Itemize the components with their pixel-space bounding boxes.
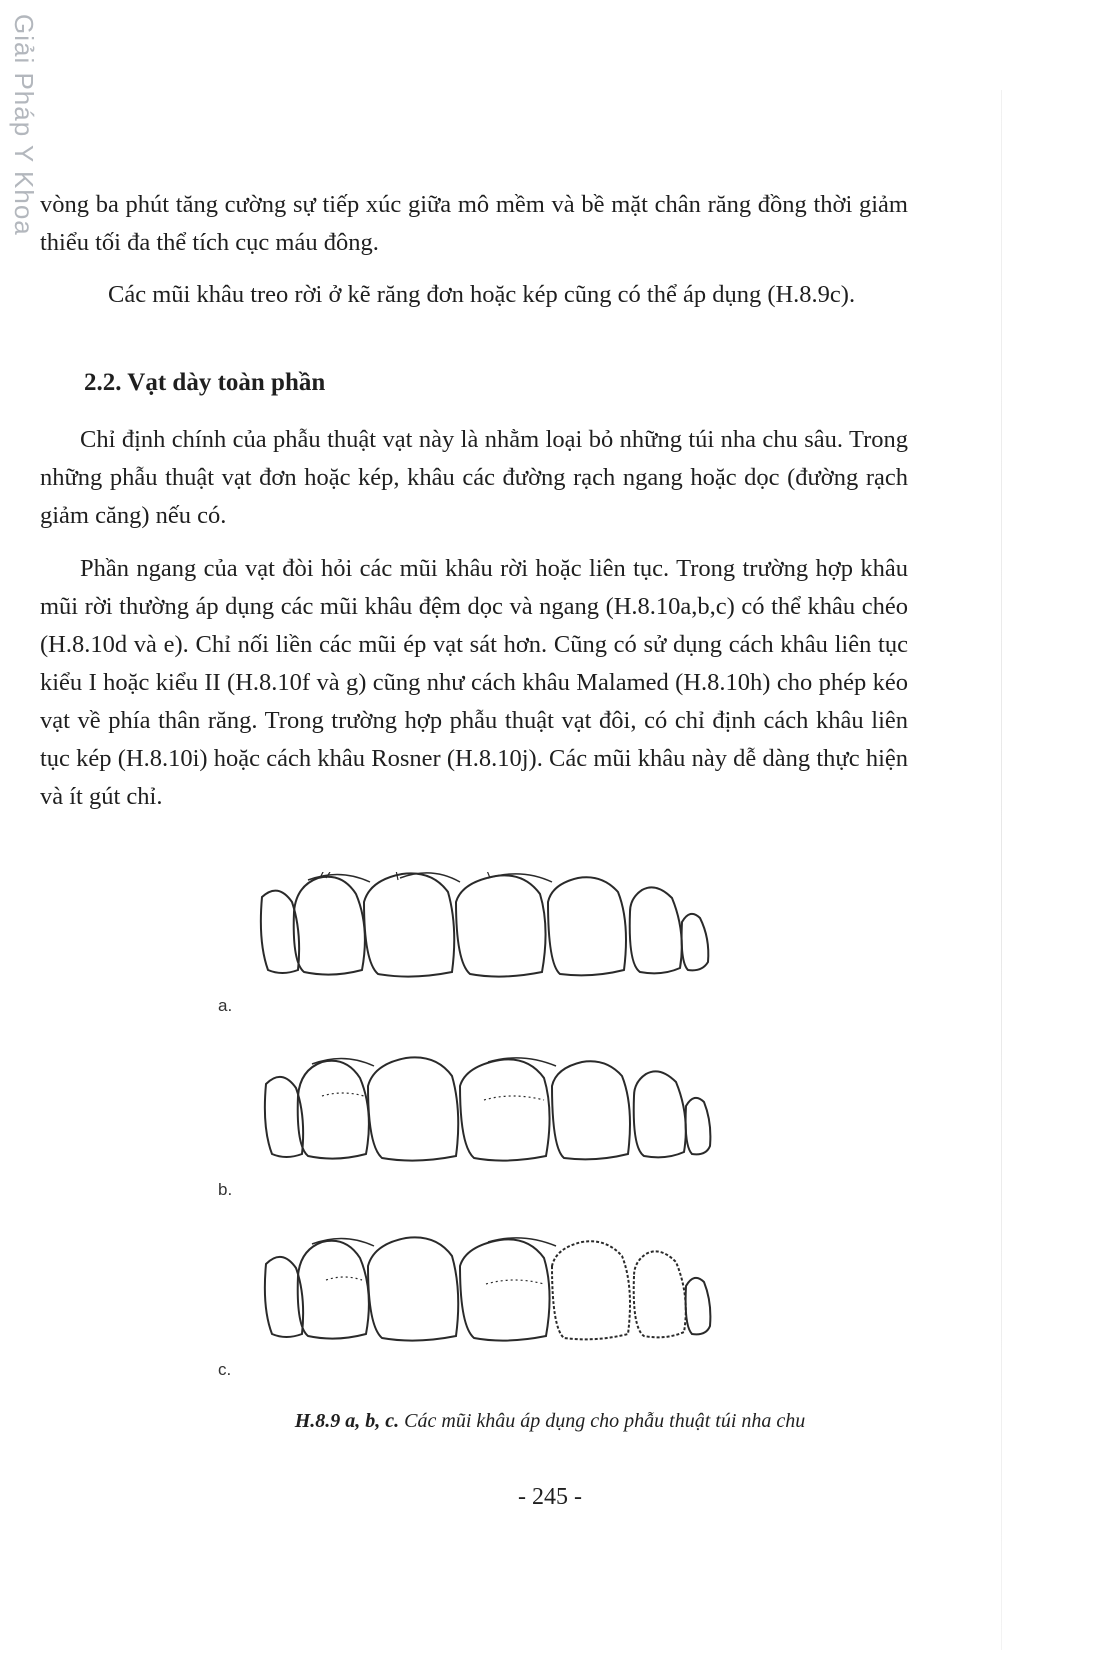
tooth-7 [686, 1098, 711, 1155]
tooth-3 [368, 1237, 458, 1340]
paragraph-3 [40, 421, 908, 535]
tooth-5 [552, 1061, 630, 1159]
paragraph-4-text: Phần ngang của vạt đòi hỏi các mũi khâu rời hoặc liên tục. Trong trường hợp khâu mũi rời thường áp dụng các mũi khâu đệm dọc và ngang (H.8.10a,b,c) có thể khâu chéo (H.8.10d và e). Chỉ nối liền các mũi ép vạt sát hơn. Cũng có sử dụng cách khâu liên tục kiểu I hoặc kiểu II (H.8.10f và g) cũng như cách khâu Malamed (H.8.10h) cho phép kéo vạt về phía thân răng. Trong trường hợp phẫu thuật vạt đôi, có chỉ định cách khâu liên tục kép (H.8.10i) hoặc cách khâu Rosner (H.8.10j). Các mũi khâu này dễ dàng thực hiện và ít gút chỉ. [40, 555, 908, 810]
tooth-7 [682, 914, 709, 971]
figure-a-label: a. [218, 996, 233, 1015]
paragraph-1 [40, 186, 908, 262]
watermark: Giải Pháp Y Khoa [9, 14, 39, 236]
tooth-3 [364, 873, 454, 976]
figure-c-label: c. [218, 1360, 232, 1379]
tooth-6 [634, 1251, 686, 1337]
tooth-6 [630, 887, 682, 973]
page-number: - 245 - [518, 1484, 582, 1510]
tooth-2 [294, 877, 365, 975]
figure-b [218, 1056, 738, 1206]
tooth-2 [298, 1241, 369, 1339]
figure-c [218, 1236, 738, 1386]
tooth-7 [686, 1278, 711, 1335]
caption-text: Các mũi khâu áp dụng cho phẫu thuật túi nha chu [399, 1410, 806, 1432]
paragraph-2-text: Các mũi khâu treo rời ở kẽ răng đơn hoặc kép cũng có thể áp dụng (H.8.9c). [108, 281, 856, 308]
tooth-4 [460, 1059, 550, 1160]
tooth-5 [552, 1241, 630, 1339]
paragraph-1-text: vòng ba phút tăng cường sự tiếp xúc giữa mô mềm và bề mặt chân răng đồng thời giảm thiểu tối đa thể tích cục máu đông. [40, 191, 908, 256]
tooth-2 [298, 1061, 369, 1159]
figure-caption [0, 1410, 1100, 1433]
tooth-6 [634, 1071, 686, 1157]
paragraph-2 [40, 276, 908, 314]
section-heading: 2.2. Vạt dày toàn phần [84, 369, 326, 396]
tooth-4 [456, 875, 546, 976]
caption-ref: H.8.9 a, b, c. [294, 1410, 400, 1432]
teeth-illustration-b [252, 1056, 712, 1166]
teeth-illustration-a [252, 872, 712, 982]
teeth-illustration-c [252, 1236, 712, 1346]
tooth-4 [460, 1239, 550, 1340]
tooth-5 [548, 877, 626, 975]
tooth-3 [368, 1057, 458, 1160]
figure-a [218, 872, 738, 1022]
figure-b-label: b. [218, 1180, 233, 1199]
paragraph-3-text: Chỉ định chính của phẫu thuật vạt này là nhằm loại bỏ những túi nha chu sâu. Trong những phẫu thuật vạt đơn hoặc kép, khâu các đường rạch ngang hoặc dọc (đường rạch giảm căng) nếu có. [40, 426, 908, 529]
paragraph-4 [40, 550, 908, 816]
